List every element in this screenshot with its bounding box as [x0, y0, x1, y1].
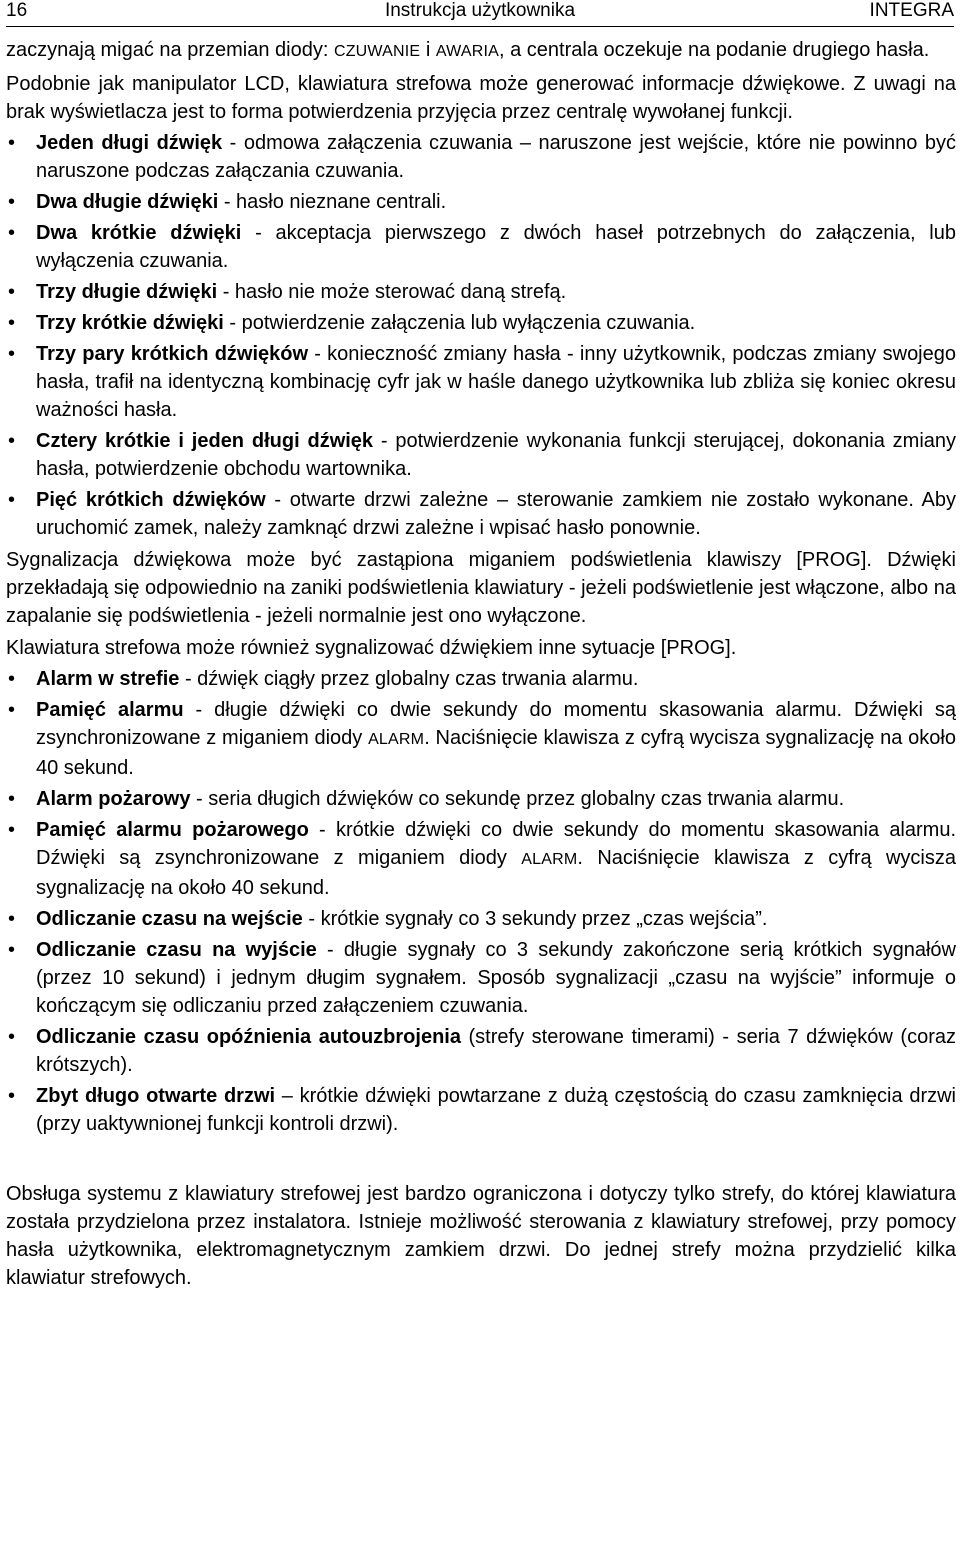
sound-list	[6, 129, 956, 542]
intro-text: i	[420, 39, 436, 61]
led-alarm: ALARM	[521, 851, 578, 868]
list-item	[6, 309, 956, 337]
sound-info-paragraph: Podobnie jak manipulator LCD, klawiatura strefowa może generować informacje dźwiękowe. Z uwagi na brak wyświetlacza jest to forma potwierdzenia przyjęcia przez centralę wywołanej funkcji.	[6, 73, 956, 123]
list-item	[6, 340, 956, 424]
intro-paragraph	[6, 36, 956, 66]
list-item-term: Cztery krótkie i jeden długi dźwięk	[36, 430, 374, 452]
list-item-term: Pamięć alarmu	[36, 699, 184, 721]
list-item-desc: - odmowa załączenia czuwania – naruszone jest wejście, które nie powinno być naruszone podczas załączania czuwania.	[36, 132, 956, 182]
list-item-term: Dwa krótkie dźwięki	[36, 222, 242, 244]
list-item-term: Alarm pożarowy	[36, 788, 191, 810]
list-item	[6, 486, 956, 542]
list-item-desc: . Naciśnięcie klawisza z cyfrą wycisza sygnalizację na około 40 sekund.	[36, 847, 956, 899]
header-title: Instrukcja użytkownika	[384, 0, 576, 21]
list-item	[6, 278, 956, 306]
list-item-desc: (strefy sterowane timerami) - seria 7 dźwięków (coraz krótszych).	[36, 1026, 956, 1076]
list-item-term: Odliczanie czasu na wyjście	[36, 939, 317, 961]
list-item-term: Jeden długi dźwięk	[36, 132, 223, 154]
list-item	[6, 427, 956, 483]
page-header	[6, 0, 954, 27]
led-alarm: ALARM	[368, 731, 425, 748]
list-item	[6, 905, 956, 933]
final-paragraph: Obsługa systemu z klawiatury strefowej jest bardzo ograniczona i dotyczy tylko strefy, do której klawiatura została przydzielona przez instalatora. Istnieje możliwość sterowania z klawiatury strefowej, przy pomocy hasła użytkownika, elektromagnetycznym zamkiem drzwi. Do jednej strefy można przydzielić kilka klawiatur strefowych.	[6, 1183, 956, 1289]
list-item-desc: - krótkie dźwięki co dwie sekundy do momentu skasowania alarmu. Dźwięki są zsynchronizowane z miganiem diody	[36, 819, 957, 869]
list-item-term: Trzy długie dźwięki	[36, 281, 218, 303]
list-item-desc: - seria długich dźwięków co sekundę przez globalny czas trwania alarmu.	[190, 788, 845, 810]
list-item-desc: - potwierdzenie wykonania funkcji sterującej, dokonania zmiany hasła, potwierdzenie obchodu wartownika.	[36, 430, 957, 480]
list-item	[6, 129, 956, 185]
header-product: INTEGRA	[869, 0, 954, 21]
list-item-term: Pamięć alarmu pożarowego	[36, 819, 309, 841]
list-item-term: Trzy pary krótkich dźwięków	[36, 343, 309, 365]
intro-text: , a centrala oczekuje na podanie drugiego hasła.	[499, 39, 930, 61]
list-item-desc: - otwarte drzwi zależne – sterowanie zamkiem nie zostało wykonane. Aby uruchomić zamek, należy zamknąć drzwi zależne i wpisać hasło ponownie.	[36, 489, 957, 539]
list-item-desc: - konieczność zmiany hasła - inny użytkownik, podczas zmiany swojego hasła, trafił na identyczną kombinację cyfr jak w haśle danego użytkownika lub zbliża się koniec okresu ważności hasła.	[36, 343, 956, 421]
list-item-term: Odliczanie czasu opóźnienia autouzbrojenia	[36, 1026, 461, 1048]
list-item	[6, 785, 956, 813]
signal-paragraph: Sygnalizacja dźwiękowa może być zastąpiona miganiem podświetlenia klawiszy [PROG]. Dźwięki przekładają się odpowiednio na zaniki podświetlenia klawiatury - jeżeli podświetlenie jest włączone, albo na zapalanie się podświetlenia - jeżeli normalnie jest ono wyłączone.	[6, 549, 956, 627]
list-item-term: Trzy krótkie dźwięki	[36, 312, 224, 334]
list-item	[6, 1082, 956, 1138]
list-item-term: Dwa długie dźwięki	[36, 191, 219, 213]
list-item-desc: . Naciśnięcie klawisza z cyfrą wycisza sygnalizację na około 40 sekund.	[36, 727, 956, 779]
list-item	[6, 219, 956, 275]
list-item	[6, 665, 956, 693]
list-item-desc: - hasło nieznane centrali.	[218, 191, 447, 213]
list-item-term: Alarm w strefie	[36, 668, 180, 690]
list-item-desc: – krótkie dźwięki powtarzane z dużą częstością do czasu zamknięcia drzwi (przy uaktywnionej funkcji kontroli drzwi).	[36, 1085, 956, 1135]
list-item-term: Pięć krótkich dźwięków	[36, 489, 266, 511]
list-item	[6, 816, 956, 902]
list-item	[6, 1023, 956, 1079]
list-item	[6, 936, 956, 1020]
list-item-desc: - akceptacja pierwszego z dwóch haseł potrzebnych do załączenia, lub wyłączenia czuwania.	[36, 222, 956, 272]
list-item-desc: - długie sygnały co 3 sekundy zakończone serią krótkich sygnałów (przez 10 sekund) i jednym długim sygnałem. Sposób sygnalizacji „czasu na wyjście” informuje o kończącym się odliczaniu przed załączeniem czuwania.	[36, 939, 956, 1017]
situation-list	[6, 665, 956, 1138]
list-item-desc: - krótkie sygnały co 3 sekundy przez „czas wejścia”.	[302, 908, 768, 930]
led-awaria: AWARIA	[435, 43, 499, 60]
led-czuwanie: CZUWANIE	[333, 43, 421, 60]
list-item-term: Zbyt długo otwarte drzwi	[36, 1085, 276, 1107]
list-item-desc: - długie dźwięki co dwie sekundy do momentu skasowania alarmu. Dźwięki są zsynchronizowane z miganiem diody	[36, 699, 956, 749]
list-item-term: Odliczanie czasu na wejście	[36, 908, 303, 930]
page-content	[6, 36, 956, 1292]
page-number: 16	[6, 0, 28, 21]
list-item	[6, 188, 956, 216]
other-situations-paragraph: Klawiatura strefowa może również sygnalizować dźwiękiem inne sytuacje [PROG].	[6, 637, 737, 659]
list-item-desc: - dźwięk ciągły przez globalny czas trwania alarmu.	[179, 668, 639, 690]
intro-text: zaczynają migać na przemian diody:	[6, 39, 334, 61]
list-item	[6, 696, 956, 782]
list-item-desc: - hasło nie może sterować daną strefą.	[217, 281, 567, 303]
list-item-desc: - potwierdzenie załączenia lub wyłączenia czuwania.	[223, 312, 696, 334]
